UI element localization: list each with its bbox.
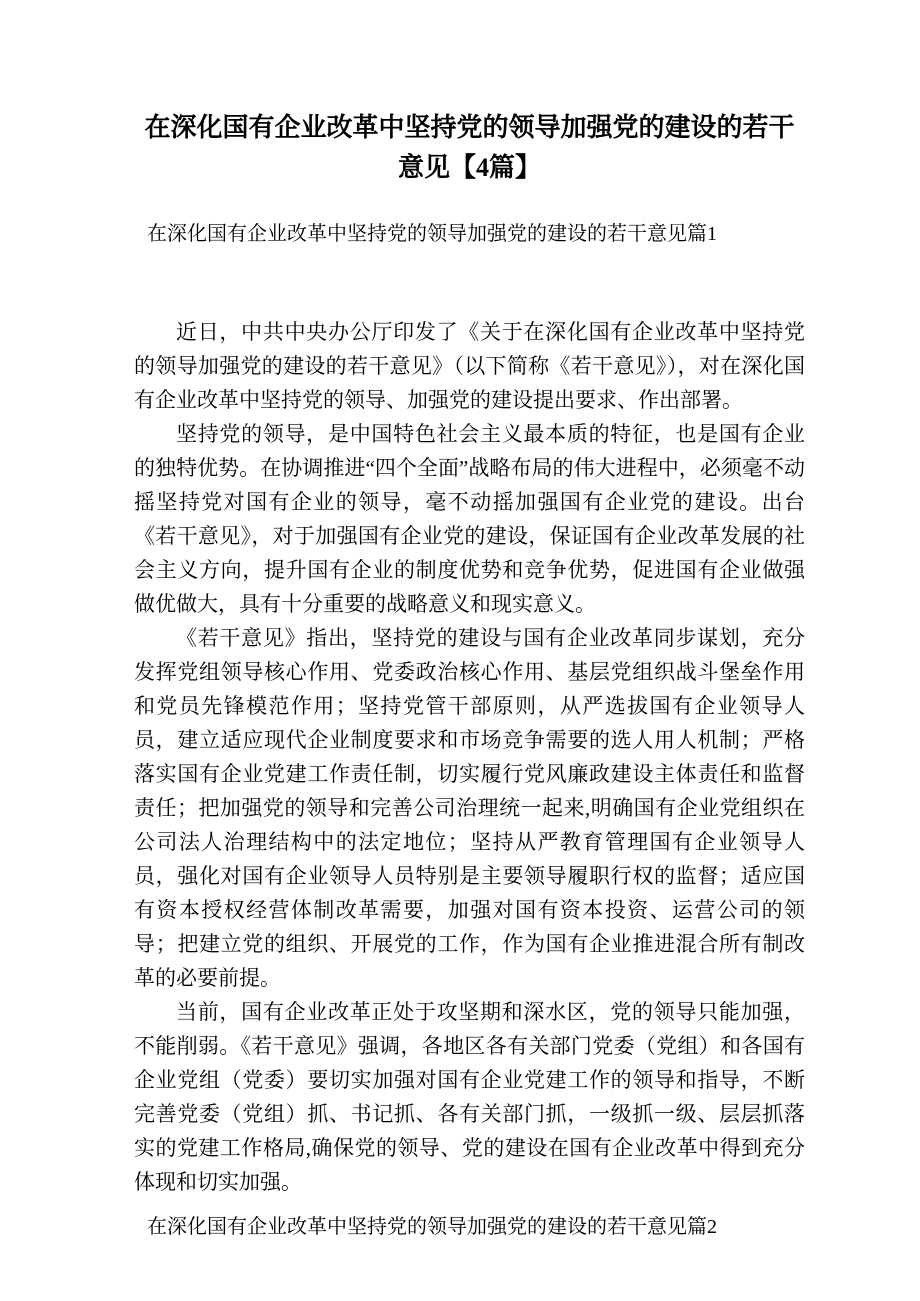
section-1-paragraph-3: 《若干意见》指出，坚持党的建设与国有企业改革同步谋划，充分发挥党组领导核心作用、党委政治核心作用、基层党组织战斗堡垒作用和党员先锋模范作用；坚持党管干部原则，从严选拔国有企业领导人员，建立适应现代企业制度要求和市场竞争需要的选人用人机制；严格落实国有企业党建工作责任制，切实履行党风廉政建设主体责任和监督责任；把加强党的领导和完善公司治理统一起来,明确国有企业党组织在公司法人治理结构中的法定地位；坚持从严教育管理国有企业领导人员，强化对国有企业领导人员特别是主要领导履职行权的监督；适应国有资本授权经营体制改革需要，加强对国有资本投资、运营公司的领导；把建立党的组织、开展党的工作，作为国有企业推进混合所有制改革的必要前提。 (134, 626, 805, 990)
section-1-paragraph-2: 坚持党的领导，是中国特色社会主义最本质的特征，也是国有企业的独特优势。在协调推进“四个全面”战略布局的伟大进程中，必须毫不动摇坚持党对国有企业的领导，毫不动摇加强国有企业党的建设。出台《若干意见》，对于加强国有企业党的建设，保证国有企业改革发展的社会主义方向，提升国有企业的制度优势和竞争优势，促进国有企业做强做优做大，具有十分重要的战略意义和现实意义。 (134, 422, 805, 616)
section-1-paragraph-1: 近日，中共中央办公厅印发了《关于在深化国有企业改革中坚持党的领导加强党的建设的若干意见》（以下简称《若干意见》），对在深化国有企业改革中坚持党的领导、加强党的建设提出要求、作出部署。 (134, 320, 805, 412)
section-2-heading: 在深化国有企业改革中坚持党的领导加强党的建设的若干意见篇2 (147, 1216, 717, 1238)
section-1-heading: 在深化国有企业改革中坚持党的领导加强党的建设的若干意见篇1 (147, 223, 717, 245)
section-1-paragraph-4: 当前，国有企业改革正处于攻坚期和深水区，党的领导只能加强，不能削弱。《若干意见》强调，各地区各有关部门党委（党组）和各国有企业党组（党委）要切实加强对国有企业党建工作的领导和指导，不断完善党委（党组）抓、书记抓、各有关部门抓，一级抓一级、层层抓落实的党建工作格局,确保党的领导、党的建设在国有企业改革中得到充分体现和切实加强。 (134, 1000, 805, 1194)
document-title: 在深化国有企业改革中坚持党的领导加强党的建设的若干意见【4篇】 (144, 113, 795, 182)
